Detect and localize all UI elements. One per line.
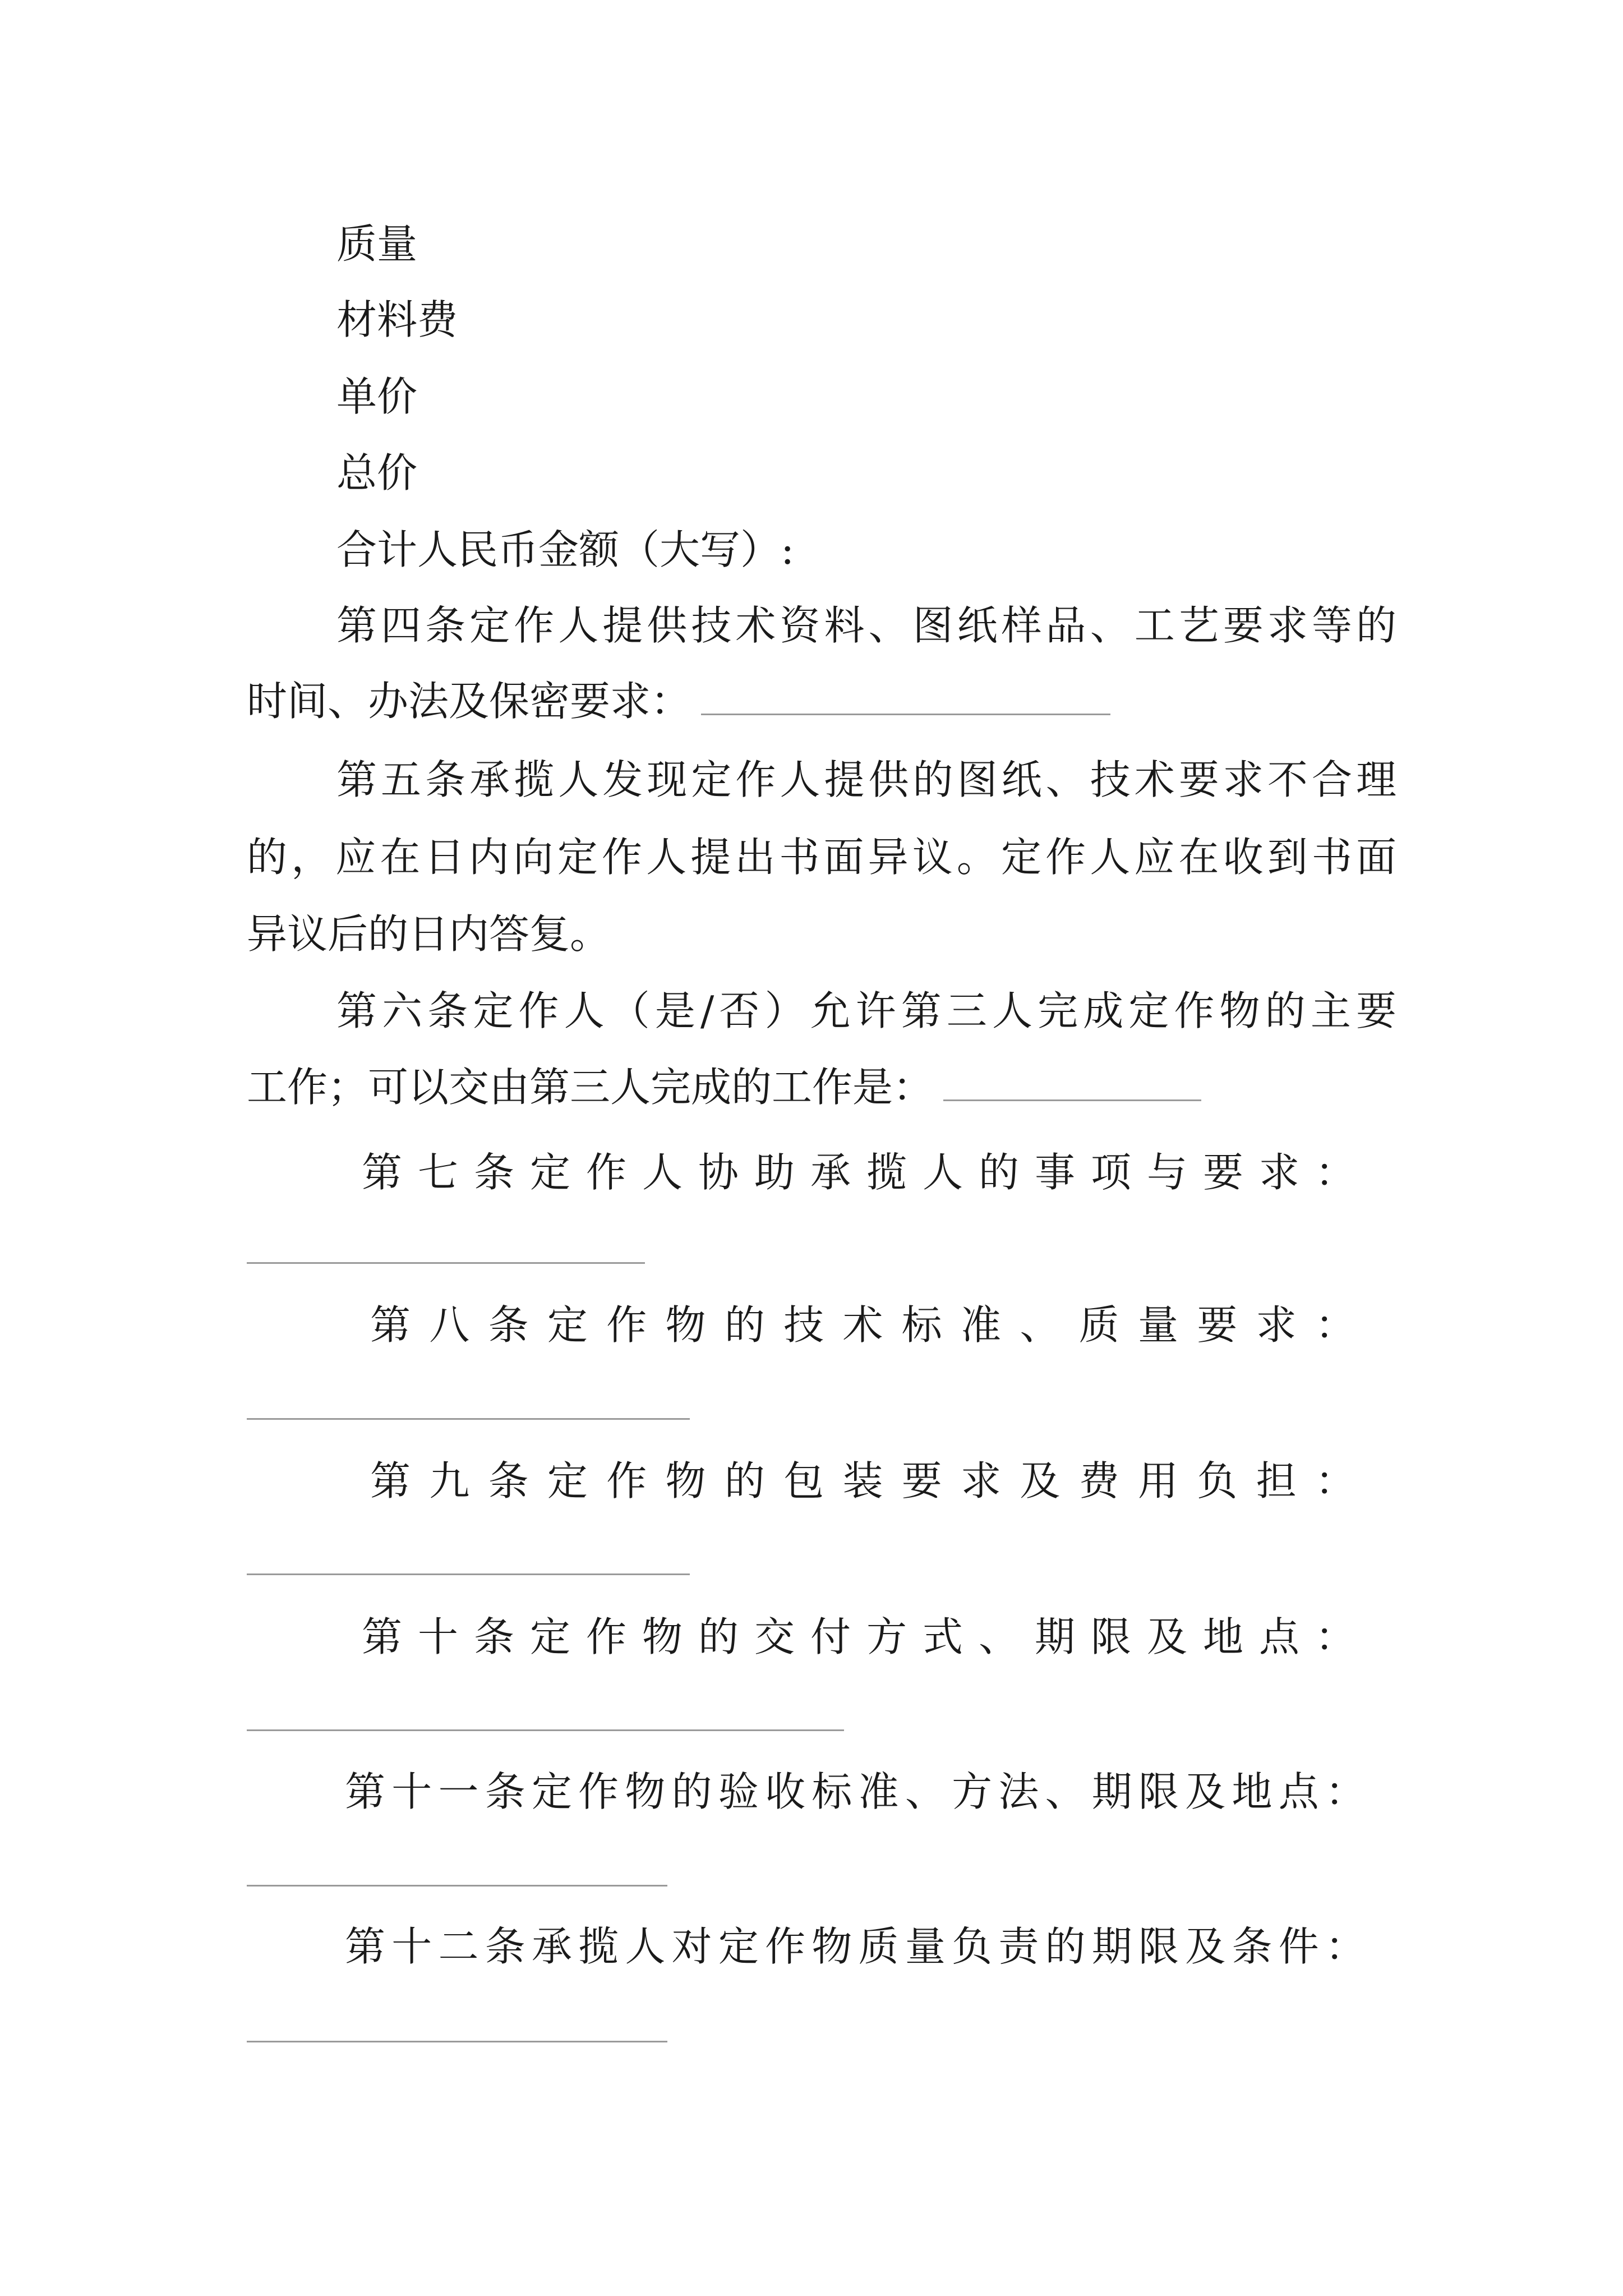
clause-6-line-1: 第六条定作人（是/否）允许第三人完成定作物的主要: [336, 987, 1396, 1034]
clause-4-text: 时间、办法及保密要求：: [247, 678, 691, 725]
clause-10-blank: [247, 1729, 844, 1731]
clause-6-text: 工作；可以交由第三人完成的工作是：: [247, 1064, 934, 1111]
item-material-fee: 材料费: [336, 296, 458, 343]
clause-11: 第十一条定作物的验收标准、方法、期限及地点：: [345, 1768, 1366, 1815]
clause-6-blank: [943, 1099, 1201, 1101]
clause-8: 第八条定作物的技术标准、质量要求：: [370, 1301, 1366, 1349]
clause-10: 第十条定作物的交付方式、期限及地点：: [362, 1613, 1366, 1660]
clause-8-blank: [247, 1418, 690, 1420]
item-total-price: 总价: [336, 449, 418, 496]
clause-7-blank: [247, 1262, 645, 1264]
item-quality: 质量: [336, 220, 418, 268]
clause-12: 第十二条承揽人对定作物质量负责的期限及条件：: [345, 1923, 1366, 1970]
item-sum-rmb: 合计人民币金额（大写）:: [336, 526, 795, 573]
clause-9-blank: [247, 1573, 690, 1575]
clause-6-line-2: [247, 1059, 1396, 1115]
clause-7: 第七条定作人协助承揽人的事项与要求：: [362, 1149, 1366, 1196]
item-unit-price: 单价: [336, 373, 418, 420]
clause-9: 第九条定作物的包装要求及费用负担：: [370, 1457, 1366, 1504]
clause-4-line-1: 第四条定作人提供技术资料、图纸样品、工艺要求等的: [336, 602, 1396, 649]
clause-11-blank: [247, 1885, 667, 1887]
clause-5-line-1: 第五条承揽人发现定作人提供的图纸、技术要求不合理: [336, 756, 1396, 803]
clause-5-line-3: 异议后的日内答复。: [247, 910, 611, 958]
clause-12-blank: [247, 2041, 667, 2042]
clause-4-blank: [701, 713, 1110, 715]
clause-4-line-2: [247, 673, 1396, 729]
clause-5-line-2: 的，应在日内向定作人提出书面异议。定作人应在收到书面: [247, 834, 1396, 881]
